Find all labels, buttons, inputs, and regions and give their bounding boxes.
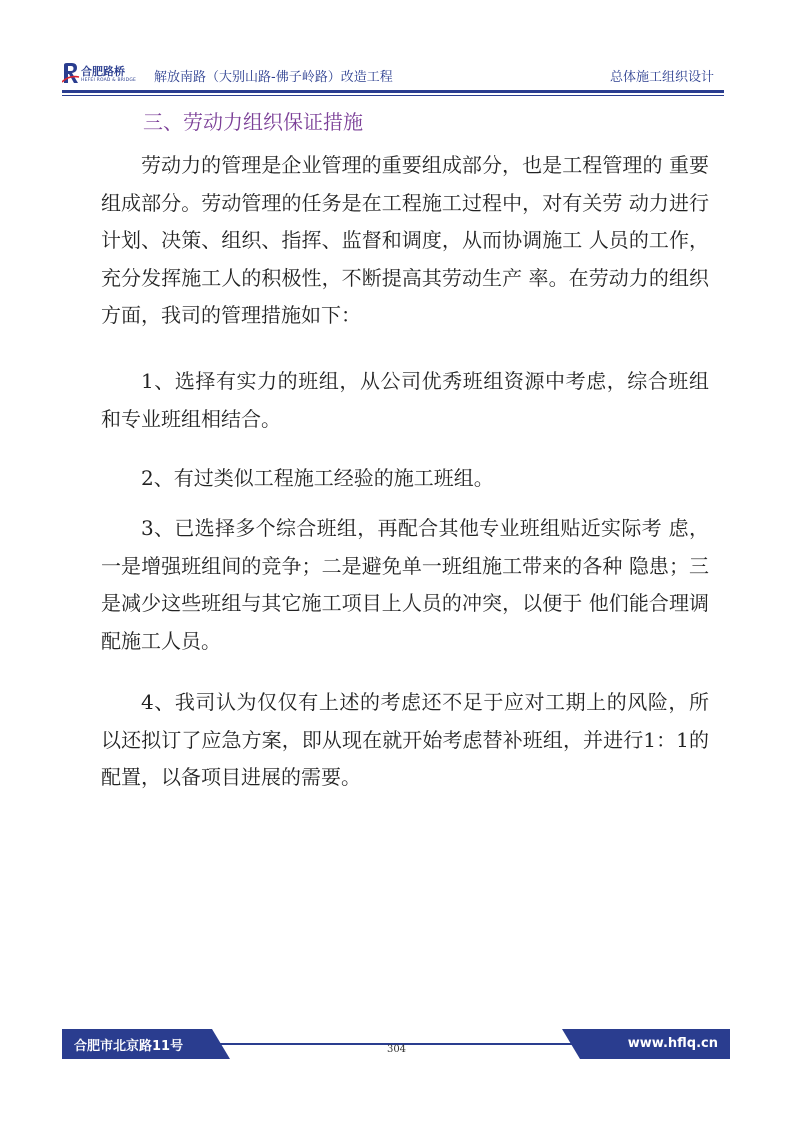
header-divider-thin [62,95,724,96]
paragraph-intro: 劳动力的管理是企业管理的重要组成部分，也是工程管理的 重要组成部分。劳动管理的任务是在工程施工过程中，对有关劳 动力进行计划、决策、组织、指挥、监督和调度，从而协调施工 人员的工作，充分发挥施工人的积极性，不断提高其劳动生产 率。在劳动力的组织方面，我司的管理措施如下： [101,153,709,327]
project-title: 解放南路（大别山路-佛子岭路）改造工程 [154,70,393,85]
paragraph-item-3: 3、已选择多个综合班组，再配合其他专业班组贴近实际考 虑，一是增强班组间的竞争；二是避免单一班组施工带来的各种 隐患；三是减少这些班组与其它施工项目上人员的冲突，以便于 他们能合理调配施工人员。 [101,516,709,653]
footer-address: 合肥市北京路11号 [74,1039,184,1054]
paragraph-item-1: 1、选择有实力的班组，从公司优秀班组资源中考虑，综合班组和专业班组相结合。 [101,369,709,431]
page-number: 304 [386,1044,407,1055]
paragraph-item-4: 4、我司认为仅仅有上述的考虑还不足于应对工期上的风险，所以还拟订了应急方案，即从现在就开始考虑替补班组，并进行1：1的配置，以备项目进展的需要。 [101,690,709,789]
page-header [62,60,734,94]
paragraph-item-2: 2、有过类似工程施工经验的施工班组。 [141,466,494,490]
logo-subtext: HEFEI ROAD & BRIDGE [81,78,137,83]
footer-website[interactable]: www.hflq.cn [627,1036,718,1051]
header-divider [62,90,724,93]
logo-text: 合肥路桥 [81,65,125,78]
document-type: 总体施工组织设计 [609,70,714,85]
section-title: 三、劳动力组织保证措施 [143,110,363,134]
logo-mark-icon [62,62,80,84]
company-logo [62,62,144,88]
